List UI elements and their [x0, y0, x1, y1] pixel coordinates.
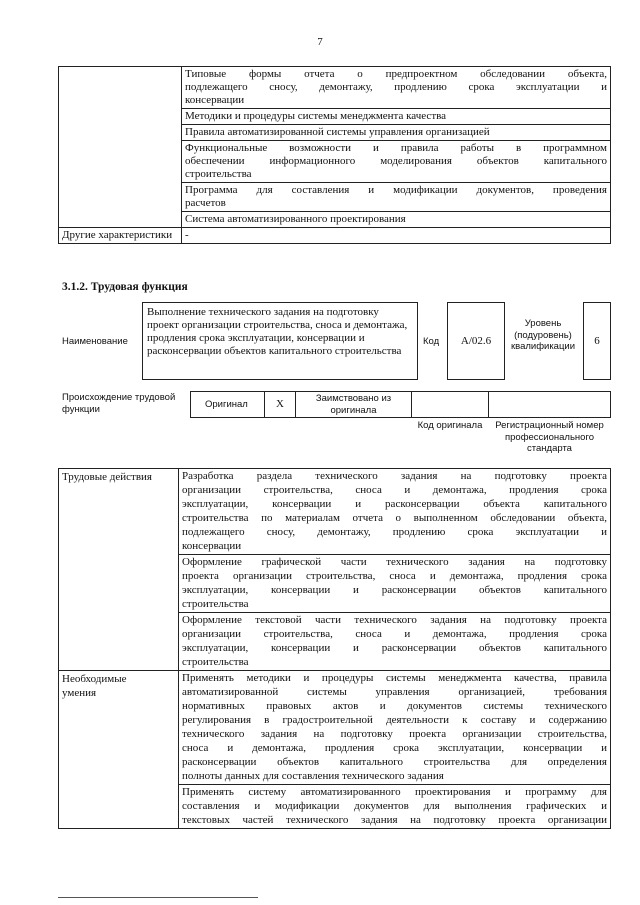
function-name-text: Выполнение технического задания на подготовку проект организации строительства, сноса и демонтажа, продления срока эксплуатации, консервации и расконсервации объектов капитального строительства [147, 306, 408, 357]
original-label: Оригинал [205, 398, 248, 410]
item-line: расконсервации объектов капитального строительства для определения [182, 756, 607, 768]
code-original-label: Код оригинала [417, 420, 483, 431]
knowledge-label-cell [59, 67, 182, 228]
item-line: подлежащего сносу, демонтажу, продлению срока эксплуатации и [182, 526, 607, 538]
code-label: Код [423, 336, 440, 347]
item-line: текстовых частей технического задания на подготовку проекта организации [182, 814, 607, 826]
item-line: составления и модификации документов для выполнения графических и [182, 800, 607, 812]
item-line: строительства по материалам отчета о выполненном обследовании объекта, [182, 512, 607, 524]
knowledge-row-line: строительства [185, 168, 252, 180]
item-line: Разработка раздела технического задания на подготовку проекта [182, 470, 607, 482]
item-line: Применять систему автоматизированного проектирования и программу для [182, 786, 607, 798]
knowledge-row-line: обеспечении информационного моделирования объектов капитального [185, 155, 607, 167]
labor-action-item [179, 469, 611, 555]
section-title: 3.1.2. Трудовая функция [62, 281, 188, 293]
knowledge-row-line: Методики и процедуры системы менеджмента качества [185, 110, 447, 122]
item-line: строительства [182, 598, 249, 610]
item-line: эксплуатации, консервации и расконсервации объектов капитального [182, 584, 607, 596]
original-mark-cell [264, 391, 296, 418]
item-line: проекта организации строительства, сноса и демонтажа, продления срока [182, 570, 607, 582]
labor-actions-label-cell [59, 469, 179, 671]
knowledge-row-line: Функциональные возможности и правила работы в программном [185, 142, 607, 154]
borrowed-cell [295, 391, 412, 418]
item-line: технического задания на подготовку проекта организации строительства, [182, 728, 607, 740]
item-line: Оформление текстовой части технического задания на подготовку проекта [182, 614, 607, 626]
code-original-cell [411, 391, 489, 418]
item-line: организации строительства, сноса и демонтажа, продления срока [182, 628, 607, 640]
knowledge-row [182, 125, 611, 141]
item-line: консервации [182, 540, 242, 552]
item-line: автоматизированной системы управления организацией, требования [182, 686, 607, 698]
knowledge-row [182, 109, 611, 125]
function-code-value: А/02.6 [460, 334, 492, 347]
qualification-level-box [583, 302, 611, 380]
knowledge-table [58, 66, 611, 244]
function-code-box [447, 302, 505, 380]
knowledge-row-line: Программа для составления и модификации документов, проведения [185, 184, 607, 196]
item-line: строительства [182, 656, 249, 668]
labor-action-item [179, 613, 611, 671]
page-number: 7 [317, 36, 323, 48]
item-line: эксплуатации, консервации и расконсервации объекта капитального [182, 498, 607, 510]
knowledge-row [182, 67, 611, 109]
name-label: Наименование [62, 336, 128, 347]
reg-number-label: Регистрационный номер профессионального стандарта [495, 420, 604, 454]
other-characteristics-text: Другие характеристики [62, 229, 173, 241]
required-skill-item [179, 785, 611, 829]
required-skills-label: Необходимые умения [62, 673, 127, 699]
knowledge-row-line: консервации [185, 94, 245, 106]
knowledge-row-line: расчетов [185, 197, 226, 209]
knowledge-row [182, 212, 611, 228]
item-line: эксплуатации, консервации и расконсервации объектов капитального [182, 642, 607, 654]
knowledge-row [182, 183, 611, 212]
qualification-level-label: Уровень (подуровень) квалификации [510, 318, 576, 352]
item-line: регулирования в градостроительной деятельности к составу и содержанию [182, 714, 607, 726]
item-line: нормативных правовых актов и документов системы технического [182, 700, 607, 712]
other-characteristics-value [182, 228, 611, 244]
knowledge-row-line: Система автоматизированного проектирования [185, 213, 406, 225]
original-mark: X [276, 398, 284, 410]
origin-label: Происхождение трудовой функции [62, 392, 176, 415]
labor-actions-table [58, 468, 611, 829]
item-line: Оформление графической части технического задания на подготовку [182, 556, 607, 568]
qualification-level-value: 6 [594, 334, 600, 347]
knowledge-row-line: Правила автоматизированной системы управления организацией [185, 126, 490, 138]
knowledge-row-line: подлежащего сносу, демонтажу, продлению срока эксплуатации и [185, 81, 607, 93]
labor-action-item [179, 555, 611, 613]
function-name-box [142, 302, 418, 380]
footnote-separator [58, 897, 258, 898]
original-cell [190, 391, 265, 418]
borrowed-label: Заимствовано из оригинала [315, 393, 392, 416]
item-line: полноты данных для составления технического задания [182, 770, 444, 782]
item-line: организации строительства, сноса и демонтажа, продления срока [182, 484, 607, 496]
item-line: Применять методики и процедуры системы менеджмента качества, правила [182, 672, 607, 684]
knowledge-row-line: Типовые формы отчета о предпроектном обследовании объекта, [185, 68, 607, 80]
required-skill-item [179, 671, 611, 785]
required-skills-label-cell [59, 671, 179, 829]
other-characteristics-label [59, 228, 182, 244]
other-characteristics-dash: - [185, 229, 189, 241]
labor-actions-label: Трудовые действия [62, 471, 152, 483]
reg-number-cell [488, 391, 611, 418]
item-line: сноса и демонтажа, продления срока эксплуатации, консервации и [182, 742, 607, 754]
knowledge-row [182, 141, 611, 183]
